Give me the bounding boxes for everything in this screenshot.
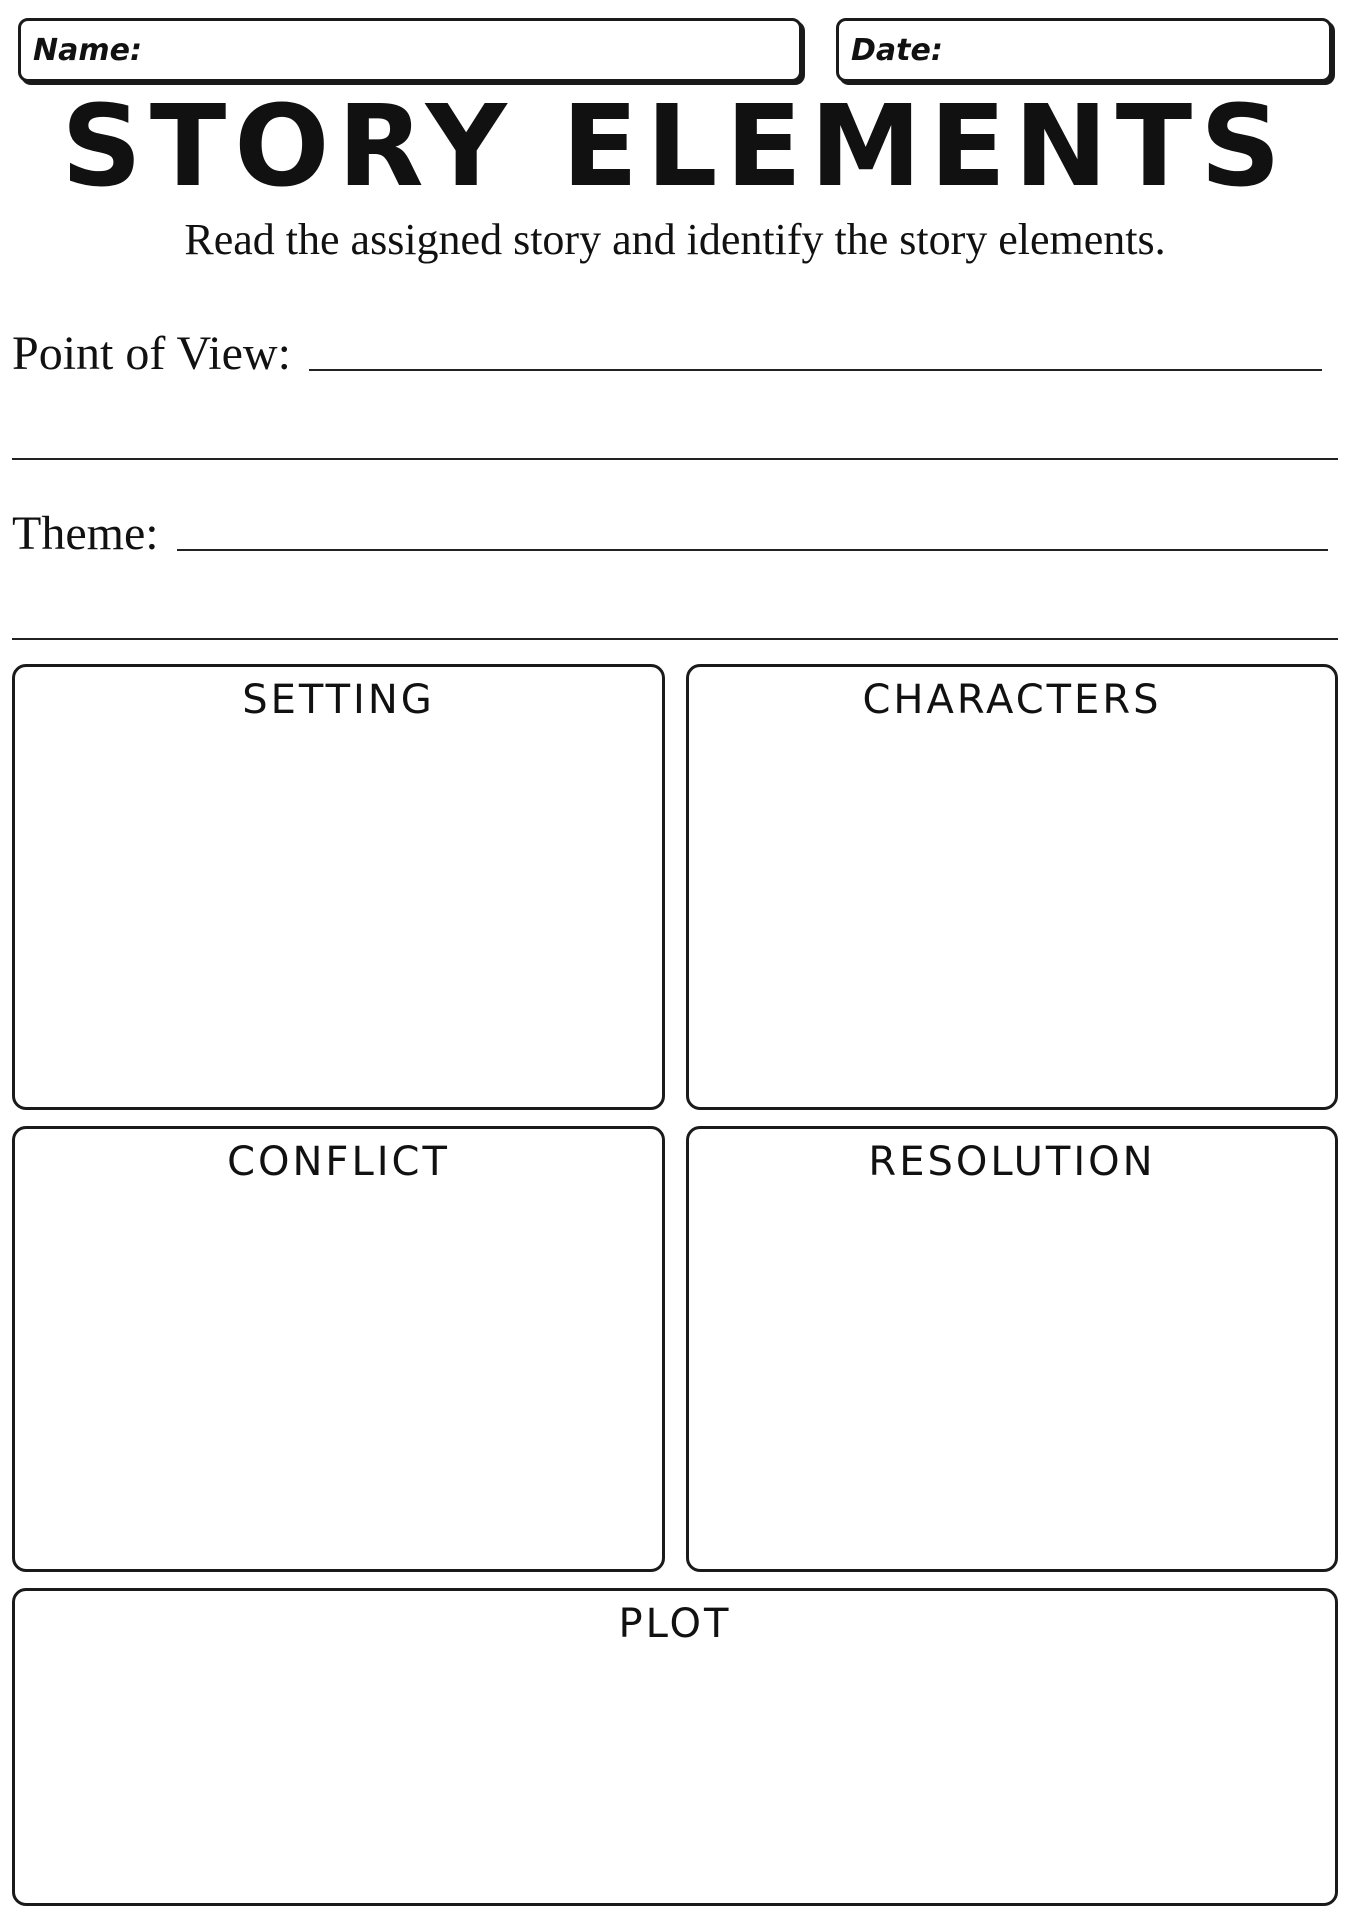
theme-line[interactable] (177, 549, 1328, 551)
name-label: Name: (33, 33, 142, 68)
point-of-view-line-2[interactable] (12, 458, 1338, 460)
instructions-text: Read the assigned story and identify the story elements. (184, 215, 1166, 264)
date-field[interactable] (836, 18, 1332, 82)
conflict-box[interactable] (12, 1126, 665, 1572)
characters-heading: CHARACTERS (862, 677, 1162, 723)
resolution-heading: RESOLUTION (868, 1139, 1156, 1185)
theme-label: Theme: (12, 507, 159, 560)
theme-row (12, 506, 1328, 561)
name-field[interactable] (18, 18, 802, 82)
point-of-view-row (12, 326, 1322, 381)
date-label: Date: (851, 33, 943, 68)
setting-heading: SETTING (242, 677, 435, 723)
conflict-heading: CONFLICT (227, 1139, 450, 1185)
theme-line-2[interactable] (12, 638, 1338, 640)
point-of-view-label: Point of View: (12, 327, 291, 380)
point-of-view-line[interactable] (309, 369, 1322, 371)
page-title: STORY ELEMENTS (61, 82, 1289, 212)
plot-heading: PLOT (618, 1601, 732, 1647)
characters-box[interactable] (686, 664, 1338, 1110)
plot-box[interactable] (12, 1588, 1338, 1906)
setting-box[interactable] (12, 664, 665, 1110)
resolution-box[interactable] (686, 1126, 1338, 1572)
